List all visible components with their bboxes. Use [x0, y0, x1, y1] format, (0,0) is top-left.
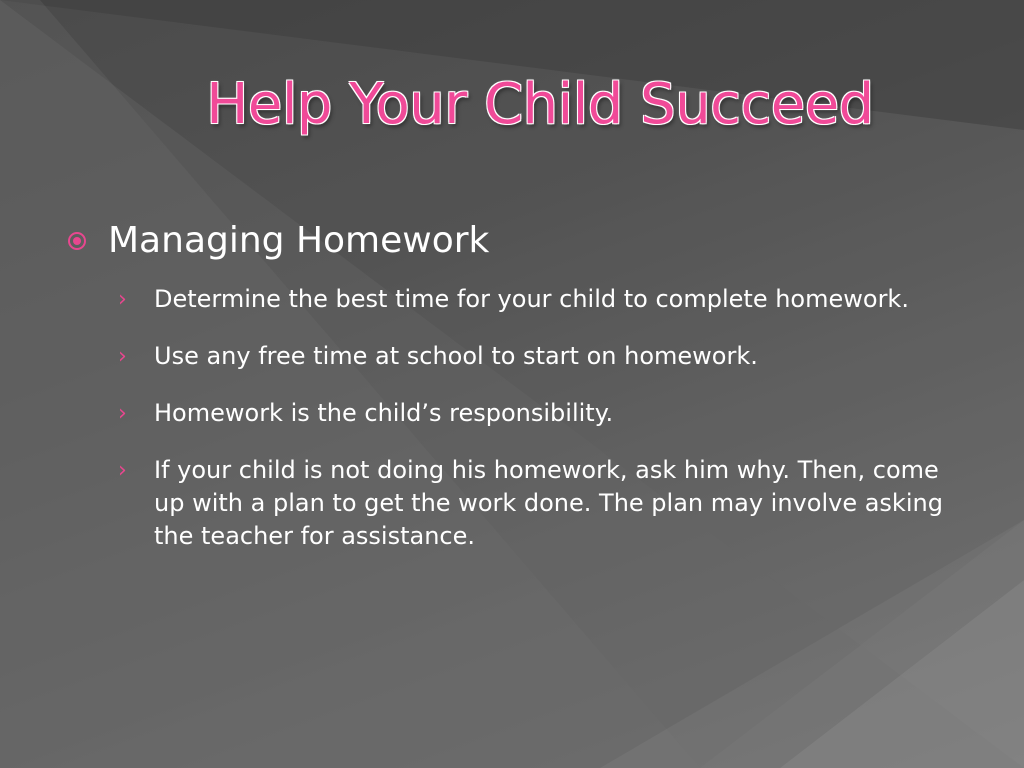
list-item-text: Homework is the child’s responsibility.	[154, 399, 614, 427]
chevron-right-icon: ›	[118, 401, 127, 426]
slide-title: Help Your Child Succeed	[206, 72, 874, 137]
heading-item	[68, 220, 968, 261]
list-item-text: Determine the best time for your child to complete homework.	[154, 285, 909, 313]
list-item	[118, 397, 968, 430]
section-heading: Managing Homework	[108, 220, 490, 261]
list-item	[118, 454, 968, 553]
circle-dot-icon	[68, 232, 86, 250]
chevron-right-icon: ›	[118, 458, 127, 483]
list-item-text: If your child is not doing his homework, ask him why. Then, come up with a plan to get the work done. The plan may involve asking the teacher for assistance.	[154, 456, 943, 550]
list-item-text: Use any free time at school to start on homework.	[154, 342, 758, 370]
list-item	[118, 340, 968, 373]
list-item	[118, 283, 968, 316]
chevron-right-icon: ›	[118, 344, 127, 369]
slide-body	[68, 220, 968, 577]
chevron-right-icon: ›	[118, 287, 127, 312]
bullet-list	[68, 283, 968, 553]
